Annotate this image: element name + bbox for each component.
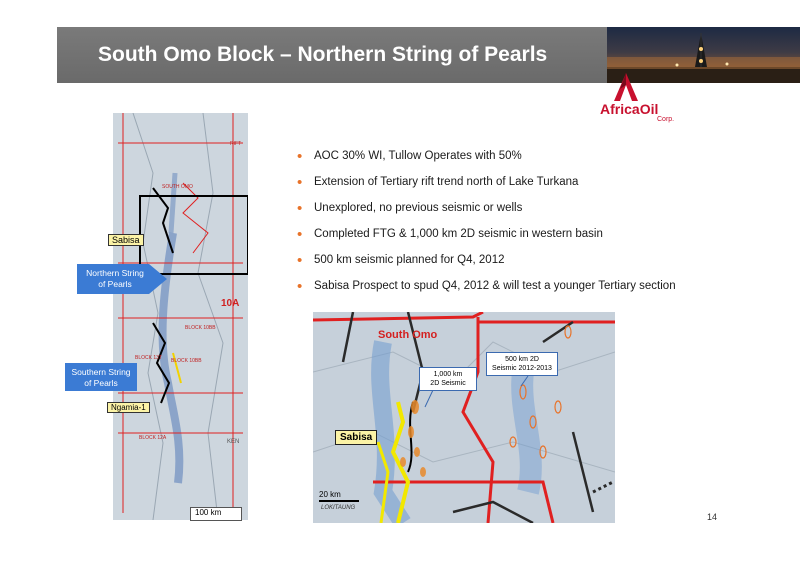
bullet-text: Extension of Tertiary rift trend north of Lake Turkana bbox=[314, 176, 579, 188]
slide-title: South Omo Block – Northern String of Pearls bbox=[98, 43, 548, 66]
bullet-text: AOC 30% WI, Tullow Operates with 50% bbox=[314, 150, 522, 162]
left-map-label-block-10bb: BLOCK 10BB bbox=[185, 325, 216, 331]
bullet-text: Sabisa Prospect to spud Q4, 2012 & will test a younger Tertiary section bbox=[314, 280, 676, 292]
callout-500km bbox=[486, 352, 558, 376]
bullet-dot-icon: • bbox=[297, 148, 303, 165]
right-scale-bar bbox=[319, 500, 359, 502]
northern-string-callout bbox=[80, 268, 150, 290]
right-map bbox=[313, 312, 615, 523]
left-map-label-south-omo: SOUTH OMO bbox=[162, 184, 193, 190]
page-number: 14 bbox=[707, 512, 718, 522]
bullet-text: 500 km seismic planned for Q4, 2012 bbox=[314, 254, 505, 266]
right-map-south-omo: South Omo bbox=[378, 329, 438, 341]
left-map bbox=[113, 113, 248, 520]
sabisa-label: Sabisa bbox=[108, 234, 144, 246]
bullet-item bbox=[297, 176, 676, 202]
bullet-item bbox=[297, 202, 676, 228]
bullet-text: Completed FTG & 1,000 km 2D seismic in western basin bbox=[314, 228, 603, 240]
bullet-list bbox=[297, 150, 676, 306]
bullet-dot-icon: • bbox=[297, 278, 303, 295]
callout-500km-line-1: 500 km 2D bbox=[505, 356, 539, 363]
right-scale-label: 20 km bbox=[319, 490, 341, 499]
ngamia-label: Ngamia-1 bbox=[107, 402, 150, 413]
left-map-label-block-10bb-2: BLOCK 10BB bbox=[171, 358, 202, 364]
logo-corp: Corp. bbox=[657, 116, 675, 123]
logo-oil: Oil bbox=[639, 101, 659, 117]
bullet-dot-icon: • bbox=[297, 252, 303, 269]
logo-africa: Africa bbox=[600, 101, 640, 117]
right-map-sabisa-label: Sabisa bbox=[335, 430, 377, 445]
southern-string-callout bbox=[66, 367, 136, 389]
right-map-graphic bbox=[313, 312, 615, 523]
left-map-label-kenya: KEN bbox=[227, 439, 240, 445]
left-map-label-block-13t: BLOCK 13T bbox=[135, 355, 162, 361]
callout-1000km-line-2: 2D Seismic bbox=[430, 380, 466, 387]
bullet-item bbox=[297, 150, 676, 176]
southern-string-line-2: of Pearls bbox=[84, 378, 118, 388]
left-map-label-block-12a: BLOCK 12A bbox=[139, 435, 167, 441]
bullet-item bbox=[297, 228, 676, 254]
bullet-text: Unexplored, no previous seismic or wells bbox=[314, 202, 523, 214]
left-map-graphic bbox=[113, 113, 248, 520]
callout-500km-line-2: Seismic 2012-2013 bbox=[492, 365, 552, 372]
left-map-label-10a: 10A bbox=[221, 298, 240, 309]
bullet-dot-icon: • bbox=[297, 200, 303, 217]
logo-wordmark bbox=[600, 101, 658, 117]
bullet-dot-icon: • bbox=[297, 174, 303, 191]
northern-string-line-1: Northern String bbox=[86, 268, 144, 278]
right-map-lokitaung: LOKITAUNG bbox=[321, 505, 356, 511]
left-scale-label: 100 km bbox=[195, 508, 222, 517]
callout-1000km-line-1: 1,000 km bbox=[433, 371, 463, 378]
left-scale-bar bbox=[190, 507, 242, 521]
left-map-label-rift: RIFT bbox=[230, 141, 242, 147]
bullet-item bbox=[297, 280, 676, 306]
southern-string-line-1: Southern String bbox=[71, 367, 131, 377]
northern-string-line-2: of Pearls bbox=[98, 279, 132, 289]
bullet-item bbox=[297, 254, 676, 280]
callout-1000km bbox=[419, 367, 477, 391]
bullet-dot-icon: • bbox=[297, 226, 303, 243]
